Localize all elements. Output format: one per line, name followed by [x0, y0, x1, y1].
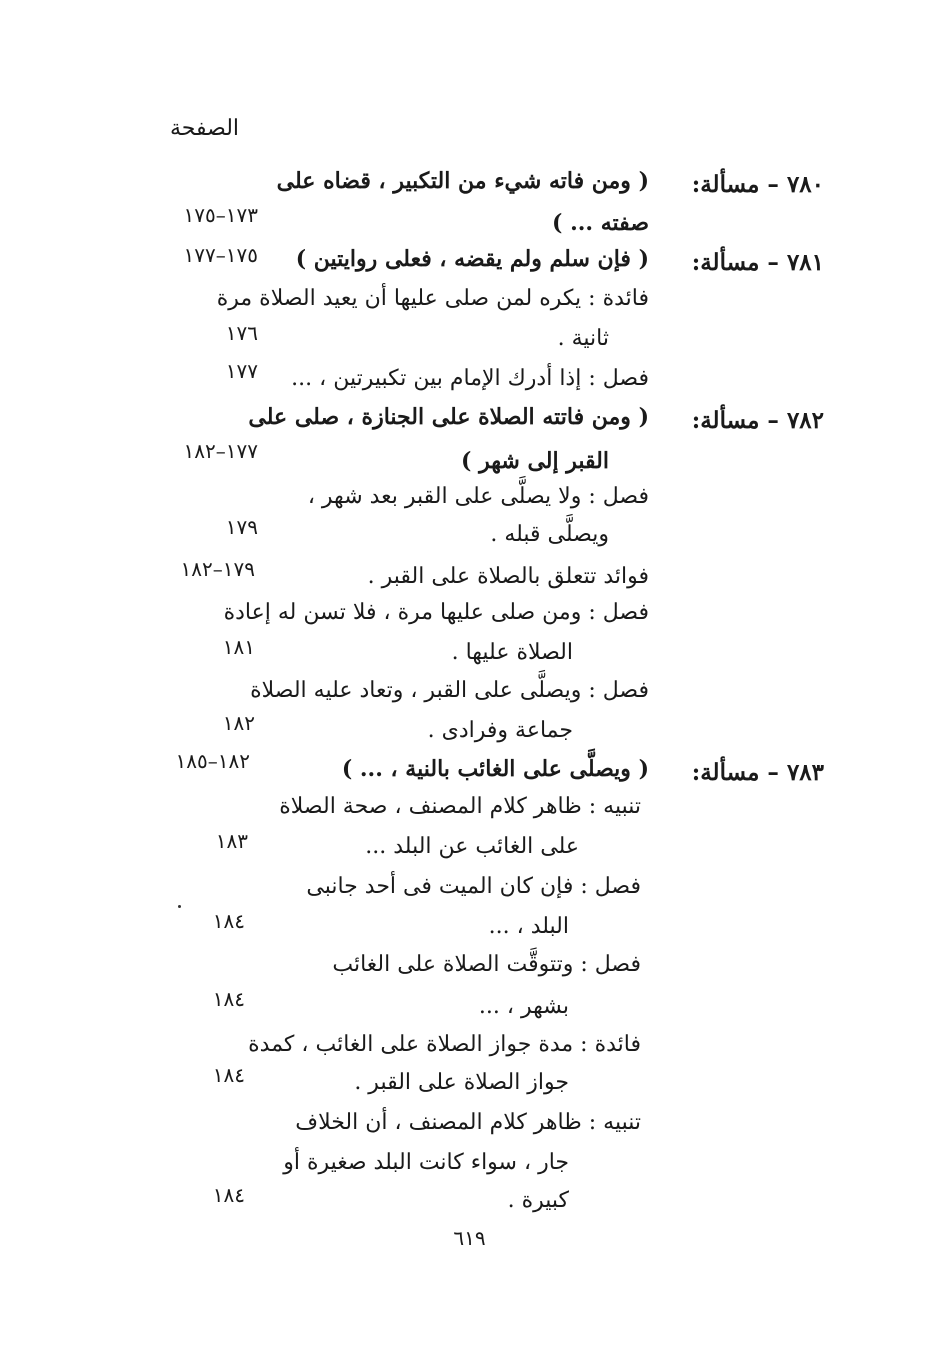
- sub-note-line: جار ، سواء كانت البلد صغيرة أو: [283, 1150, 569, 1175]
- page-column-header: الصفحة: [170, 116, 240, 141]
- sub-note-line: تنبيه : ظاهر كلام المصنف ، أن الخلاف: [295, 1110, 641, 1135]
- sub-note-line: فصل : ويصلَّى على القبر ، وتعاد عليه الصلاة: [250, 678, 649, 703]
- masala-781-line-1: ( فإن سلم ولم يقضه ، فعلى روايتين ): [295, 246, 649, 272]
- sub-note-line: فائدة : مدة جواز الصلاة على الغائب ، كمدة: [248, 1032, 641, 1057]
- sub-note-line: الصلاة عليها .: [451, 640, 573, 665]
- masala-783-line-1: ( ويصلَّى على الغائب بالنية ، ... ): [341, 756, 649, 782]
- masala-782-line-2: القبر إلى شهر ): [461, 448, 609, 474]
- sub-note-line: ثانية .: [557, 326, 609, 351]
- sub-note-page: ١٧٦: [225, 321, 258, 345]
- sub-note-line: فصل : ومن صلى عليها مرة ، فلا تسن له إعادة: [223, 600, 649, 625]
- masala-782-line-1: ( ومن فاتته الصلاة على الجنازة ، صلى على: [248, 404, 649, 430]
- sub-note-line: فوائد تتعلق بالصلاة على القبر .: [367, 564, 649, 589]
- sub-note-line: فائدة : يكره لمن صلى عليها أن يعيد الصلاة مرة: [216, 286, 649, 311]
- sub-note-page: ١٨٤: [212, 987, 245, 1011]
- sub-note-line: بشهر ، ...: [478, 994, 569, 1019]
- sub-note-line: فصل : وتتوقَّت الصلاة على الغائب: [332, 952, 641, 977]
- sub-note-page: ١٨٣: [215, 829, 248, 853]
- sub-note-page: ١٨٤: [212, 909, 245, 933]
- masala-780-pages: ١٧٣–١٧٥: [183, 203, 258, 227]
- masala-780-number: ٧٨٠ – مسألة:: [691, 171, 824, 198]
- sub-note-page: ١٨١: [222, 635, 255, 659]
- sub-note-page: ١٧٩: [225, 515, 258, 539]
- sub-note-page: ١٨٢: [222, 711, 255, 735]
- masala-780-line-2: صفته ... ): [552, 210, 649, 236]
- sub-note-line: جماعة وفرادى .: [427, 718, 573, 743]
- sub-note-line: جواز الصلاة على القبر .: [354, 1070, 569, 1095]
- sub-note-line: فصل : ولا يصلَّى على القبر بعد شهر ،: [307, 484, 649, 509]
- masala-783-pages: ١٨٢–١٨٥: [175, 749, 250, 773]
- sub-note-line: فصل : إذا أدرك الإمام بين تكبيرتين ، ...: [291, 366, 649, 391]
- sub-note-line: فصل : فإن كان الميت فى أحد جانبى: [306, 874, 641, 899]
- sub-note-line: ويصلَّى قبله .: [490, 522, 609, 547]
- sub-note-page: ١٧٧: [225, 359, 258, 383]
- sub-note-line: البلد ، ...: [488, 914, 569, 939]
- masala-781-pages: ١٧٥–١٧٧: [183, 243, 258, 267]
- sub-note-line: على الغائب عن البلد ...: [365, 834, 579, 859]
- masala-780-line-1: ( ومن فاته شيء من التكبير ، قضاه على: [276, 168, 649, 194]
- sub-note-line: كبيرة .: [507, 1188, 569, 1213]
- sub-note-line: تنبيه : ظاهر كلام المصنف ، صحة الصلاة: [279, 794, 641, 819]
- page-number: ٦١٩: [453, 1226, 486, 1250]
- masala-783-number: ٧٨٣ – مسألة:: [691, 759, 824, 786]
- masala-782-number: ٧٨٢ – مسألة:: [691, 407, 824, 434]
- masala-782-pages: ١٧٧–١٨٢: [183, 439, 258, 463]
- sub-note-page: ١٧٩–١٨٢: [180, 557, 255, 581]
- print-speck: [178, 905, 181, 908]
- sub-note-page: ١٨٤: [212, 1063, 245, 1087]
- sub-note-page: ١٨٤: [212, 1183, 245, 1207]
- masala-781-number: ٧٨١ – مسألة:: [691, 249, 824, 276]
